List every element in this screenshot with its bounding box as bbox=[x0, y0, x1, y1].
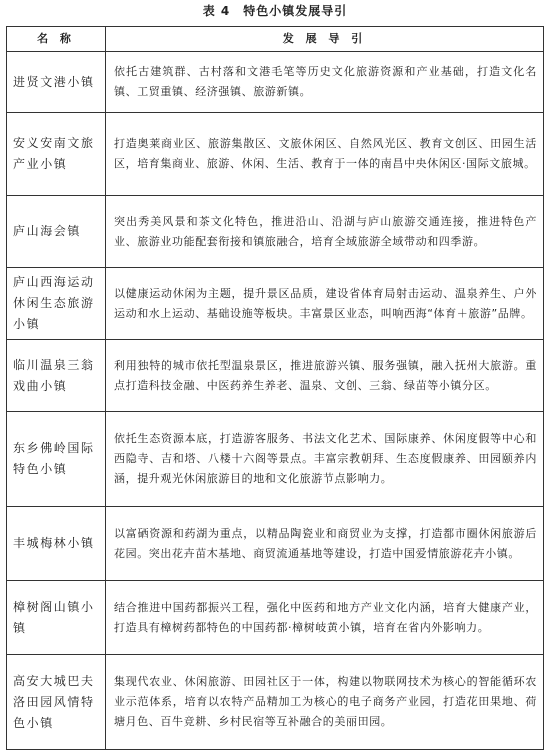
town-guide: 依托古建筑群、古村落和文港毛笔等历史文化旅游资源和产业基础，打造文化名镇、工贸重镇、经济强镇、旅游新镇。 bbox=[106, 52, 544, 113]
development-guide-table bbox=[6, 26, 544, 750]
town-name: 樟树阁山镇小镇 bbox=[7, 581, 106, 655]
town-guide: 以健康运动休闲为主题，提升景区品质，建设省体育局射击运动、温泉养生、户外运动和水上运动、基础设施等板块。丰富景区业态，叫响西海“体育＋旅游”品牌。 bbox=[106, 268, 544, 340]
table-row bbox=[7, 196, 544, 268]
table-row bbox=[7, 268, 544, 340]
town-guide: 以富硒资源和药湖为重点，以精品陶瓷业和商贸业为支撑，打造都市圈休闲旅游后花园。突出花卉苗木基地、商贸流通基地等建设，打造中国爱情旅游花卉小镇。 bbox=[106, 507, 544, 581]
town-name: 临川温泉三翁戏曲小镇 bbox=[7, 340, 106, 412]
table-row bbox=[7, 655, 544, 750]
table-row bbox=[7, 52, 544, 113]
table-caption: 表 4 特色小镇发展导引 bbox=[202, 4, 348, 18]
town-name: 高安大城巴夫洛田园风情特色小镇 bbox=[7, 655, 106, 750]
town-guide: 利用独特的城市依托型温泉景区，推进旅游兴镇、服务强镇，融入抚州大旅游。重点打造科技金融、中医药养生养老、温泉、文创、三翁、绿苗等小镇分区。 bbox=[106, 340, 544, 412]
town-name: 东乡佛岭国际特色小镇 bbox=[7, 412, 106, 507]
table-row bbox=[7, 113, 544, 196]
table-row bbox=[7, 507, 544, 581]
town-guide: 结合推进中国药都振兴工程，强化中医药和地方产业文化内涵，培育大健康产业，打造具有樟树药都特色的中国药都·樟树岐黄小镇，培育在省内外影响力。 bbox=[106, 581, 544, 655]
town-name: 安义安南文旅产业小镇 bbox=[7, 113, 106, 196]
town-guide: 突出秀美风景和茶文化特色，推进沿山、沿湖与庐山旅游交通连接，推进特色产业、旅游业功能配套衔接和镇旅融合，培育全域旅游全域带动和四季游。 bbox=[106, 196, 544, 268]
table-row bbox=[7, 581, 544, 655]
town-name: 丰城梅林小镇 bbox=[7, 507, 106, 581]
town-guide: 打造奥莱商业区、旅游集散区、文旅休闲区、自然风光区、教育文创区、田园生活区，培育集商业、旅游、休闲、生活、教育于一体的南昌中央休闲区·国际文旅城。 bbox=[106, 113, 544, 196]
table-row bbox=[7, 412, 544, 507]
town-guide: 集现代农业、休闲旅游、田园社区于一体，构建以物联网技术为核心的智能循环农业示范体系，培育以农特产品精加工为核心的电子商务产业园，打造花田果地、荷塘月色、百牛竞耕、乡村民宿等互补融合的美丽田园。 bbox=[106, 655, 544, 750]
table-header-row bbox=[7, 27, 544, 52]
town-name: 庐山西海运动休闲生态旅游小镇 bbox=[7, 268, 106, 340]
town-name: 进贤文港小镇 bbox=[7, 52, 106, 113]
header-guide: 发 展 导 引 bbox=[106, 27, 544, 52]
header-name: 名 称 bbox=[7, 27, 106, 52]
town-guide: 依托生态资源本底，打造游客服务、书法文化艺术、国际康养、休闲度假等中心和西隐寺、吉和塔、八楼十六阁等景点。丰富宗教朝拜、生态度假康养、田园颐养内涵，提升观光休闲旅游目的地和文化旅游节点影响力。 bbox=[106, 412, 544, 507]
town-name: 庐山海会镇 bbox=[7, 196, 106, 268]
table-row bbox=[7, 340, 544, 412]
